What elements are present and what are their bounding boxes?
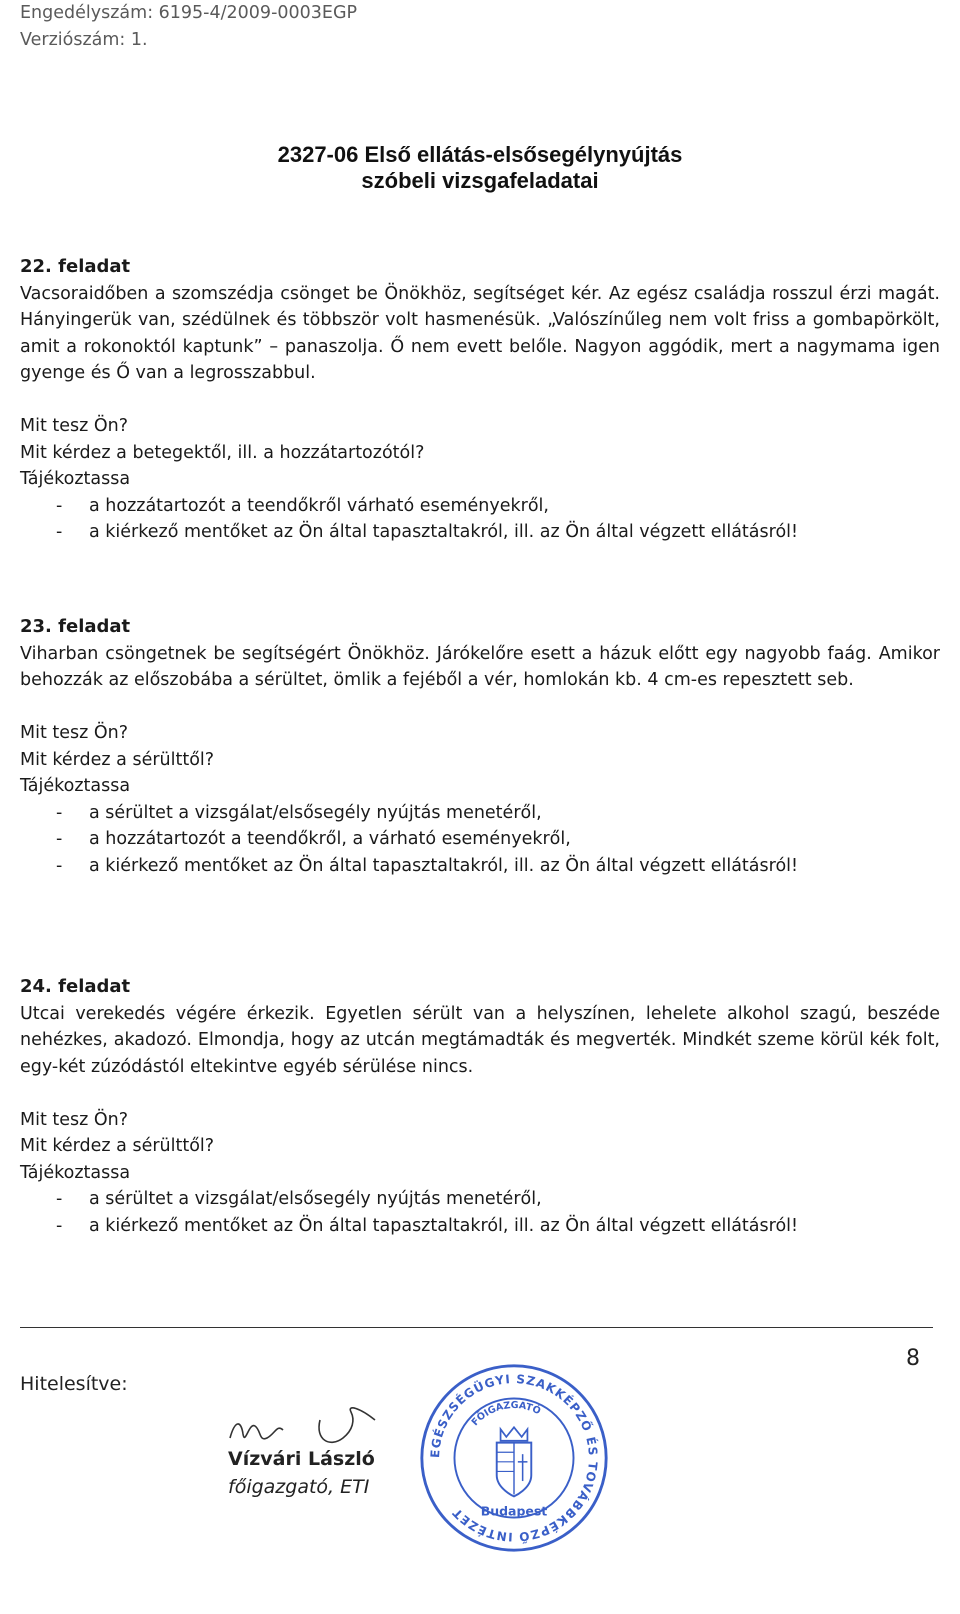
list-item: - a kiérkező mentőket az Ön által tapasztaltakról, ill. az Ön által végzett ellátásról! — [56, 1215, 799, 1236]
list-item: - a kiérkező mentőket az Ön által tapasztaltakról, ill. az Ön által végzett ellátásról! — [56, 522, 799, 542]
question-what-do-you-ask: Mit kérdez a betegektől, ill. a hozzátartozótól? — [20, 442, 425, 463]
stamp-text-inner: FŐIGAZGATÓ — [469, 1400, 543, 1429]
document-title: 2327-06 Első ellátás-elsősegélynyújtás — [277, 142, 683, 167]
stamp-text-outer: EGÉSZSÉGÜGYI SZAKKÉPZŐ ÉS TOVÁBBKÉPZŐ INTÉZET — [427, 1372, 600, 1544]
task-title: 23. feladat — [20, 616, 131, 637]
signer-role: főigazgató, ETI — [228, 1476, 370, 1498]
list-item: - a hozzátartozót a teendőkről, a várható eseményekről, — [56, 829, 571, 849]
version-number: Verziószám: 1. — [20, 30, 148, 50]
list-item: - a kiérkező mentőket az Ön által tapasztaltakról, ill. az Ön által végzett ellátásról! — [56, 855, 799, 876]
question-what-do-you-do: Mit tesz Ön? — [20, 723, 129, 743]
page-number: 8 — [906, 1346, 920, 1371]
signer-name: Vízvári László — [228, 1448, 375, 1470]
task-description: Utcai verekedés végére érkezik. Egyetlen sérült van a helyszínen, lehelete alkohol szagú, beszéde nehézkes, akadozó. Elmondja, hogy az utcán megtámadták és megverték. Mindkét szeme körül kék folt, egy-két zúzódástól eltekintve egyéb sérülése nincs. — [20, 1003, 940, 1077]
stamp-city: Budapest — [480, 1503, 548, 1519]
list-item: - a hozzátartozót a teendőkről várható eseményekről, — [56, 495, 549, 516]
task-title: 22. feladat — [20, 256, 131, 277]
question-what-do-you-ask: Mit kérdez a sérülttől? — [20, 1136, 215, 1156]
task-23 — [20, 614, 940, 879]
task-title: 24. feladat — [20, 976, 131, 997]
document-subtitle: szóbeli vizsgafeladatai — [361, 168, 599, 193]
coat-of-arms-icon — [497, 1427, 532, 1496]
inform-heading: Tájékoztassa — [20, 776, 131, 796]
list-item: - a sérültet a vizsgálat/elsősegély nyújtás menetéről, — [56, 802, 542, 823]
license-number: Engedélyszám: 6195-4/2009-0003EGP — [20, 3, 358, 23]
question-what-do-you-do: Mit tesz Ön? — [20, 1109, 129, 1130]
list-item: - a sérültet a vizsgálat/elsősegély nyújtás menetéről, — [56, 1189, 542, 1209]
task-22 — [20, 254, 940, 546]
question-what-do-you-ask: Mit kérdez a sérülttől? — [20, 749, 215, 770]
official-stamp — [418, 1362, 610, 1554]
task-description: Viharban csöngetnek be segítségért Önökhöz. Járókelőre esett a házuk előtt egy nagyobb faág. Amikor behozzák az előszobába a sérültet, ömlik a fejéből a vér, homlokán kb. 4 cm-es repesztett seb. — [20, 643, 940, 690]
svg-text:FŐIGAZGATÓ — [470, 1400, 543, 1428]
task-description: Vacsoraidőben a szomszédja csönget be Önökhöz, segítséget kér. Az egész családja rosszul érzi magát. Hányingerük van, szédülnek és többször volt hasmenésük. „Valószínűleg nem volt friss a gombapörkölt, amit a rokonoktól kaptunk” – panaszolja. Ő nem evett belőle. Nagyon aggódik, mert a nagymama igen gyenge és Ő van a legrosszabbul. — [20, 283, 940, 383]
footer-divider — [20, 1327, 933, 1328]
task-24 — [20, 974, 940, 1239]
inform-heading: Tájékoztassa — [20, 469, 131, 489]
authenticated-label: Hitelesítve: — [20, 1373, 128, 1395]
inform-heading: Tájékoztassa — [20, 1162, 131, 1183]
question-what-do-you-do: Mit tesz Ön? — [20, 416, 129, 436]
